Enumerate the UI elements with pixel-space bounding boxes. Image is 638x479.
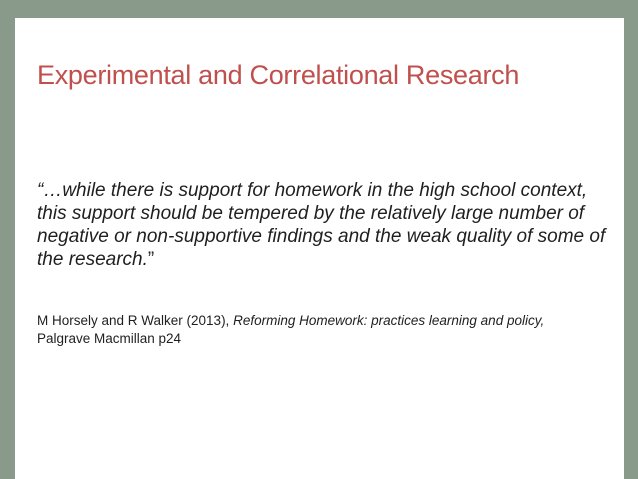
quote-text: “…while there is support for homework in the high school context, this support should be tempered by the relatively large number of negative or non-supportive findings and the weak quality of some of the research.	[37, 180, 606, 270]
slide-canvas	[15, 18, 624, 479]
slide-title: Experimental and Correlational Research	[37, 60, 520, 90]
citation-authors: M Horsely and R Walker (2013),	[37, 313, 230, 328]
quote-block	[37, 179, 607, 271]
left-frame-bar	[0, 18, 15, 479]
citation-publisher: Palgrave Macmillan p24	[37, 331, 182, 346]
right-frame-bar	[624, 18, 638, 479]
citation-book-title: Reforming Homework: practices learning and policy,	[233, 313, 545, 328]
top-frame-bar	[0, 0, 638, 18]
citation	[37, 312, 612, 348]
quote-closing-mark: ”	[147, 249, 155, 270]
